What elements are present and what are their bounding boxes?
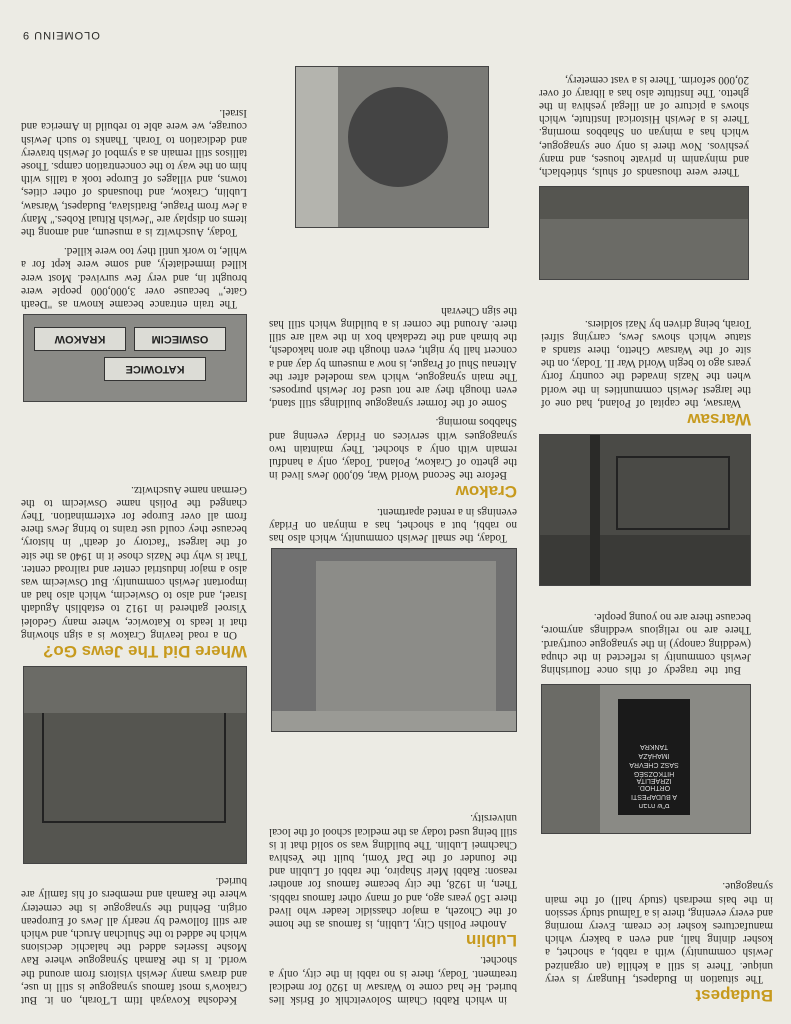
paragraph: There were thousands of shuls, shtieblach, and minyanim in private houses, and many yeshivos. Now there is only one synagogue, which has a minyan on Shabbos morning. There is a Jewish Historical Institute, which shows a picture of an illegal yeshiva in the ghetto. The Institute also has a library of over 20,000 seforim. There is a vast cemetery, xyxy=(539,73,749,178)
column-1 xyxy=(545,873,773,1006)
section-title-where-did-the-jews-go: Where Did The Jews Go? xyxy=(42,642,247,661)
paragraph: Another Polish City, Lublin, is famous as the home of the Chozeh, a major chassidic leader who lived there 150 years ago, and of many other famous rabbis. Then, in 1928, the city became famous for another reason: Rabbi Meir Shapiro, the rabbi of Lublin and the founder of the Daf Yomi, built the Yeshiva Chachmei Lublin. The building was so solid that it is still being used today as the medical school of the local university. xyxy=(269,812,517,930)
paragraph: Today, Auschwitz is a museum, and among the items on display are "Jewish Ritual Robes." Many a Jew from Prague, Bratislava, Budapest, Warsaw, Lublin, Crakow, and thousands of other cities, towns, and villages of Europe took a tallis with him on the way to the concentration camps. Those tallisos still remain as a symbol of Jewish bravery and dedication to Torah. Thanks to such Jewish courage, we were able to rebuild in America and Israel. xyxy=(21,107,247,238)
road-sign-photo xyxy=(23,314,247,402)
column-1b xyxy=(541,604,751,676)
road-sign-krakow: KRAKOW xyxy=(34,327,126,351)
synagogue-sign-photo xyxy=(541,684,751,834)
paragraph: On a road leaving Crakow is a sign showing that it leads to Katowice, where many Gedolei Yisroel gathered in 1912 to establish Agudath Israel, and also to Oswiecim, which also had an important Jewish community. But Oswiecim was also a major industrial center and railroad center. That is why the Nazis chose it in 1940 as the site of the largest "factory of death" in history, because they could use trains to bring Jews there from all over Europe for extermination. They changed the Polish name Oswiecim to the German name Auschwitz. xyxy=(21,483,247,641)
sign-line-2: ORTHOD. IZRAELITA HITKÖZSÉG xyxy=(633,770,675,791)
section-title-warsaw: Warsaw xyxy=(687,410,751,429)
paragraph: The situation in Budapest, Hungary is very unique. There is still a kehilla (an organized Jewish community) with a rabbi, a shochet, a kosher dining hall, and even a bakery which manufactures kosher ice cream. Every morning and every evening, there is a Talmud study session in the bais medrash (study hall) of the main synagogue. xyxy=(545,880,773,985)
page-folio: OLOMEINU 9 xyxy=(22,29,100,41)
ghetto-statue-photo xyxy=(539,186,749,280)
synagogue-sign xyxy=(618,699,690,815)
paragraph: But the tragedy of this once flourishing Jewish community is reflected in the chupa (wedding canopy) in the synagogue courtyard. There are no religious weddings anymore, because there are no young people. xyxy=(541,611,751,676)
road-sign-oswiecim: OSWIECIM xyxy=(134,327,226,351)
paragraph: Today, the small Jewish community, which also has no rabbi, but a shochet, has a minyan on Friday evenings in a rented apartment. xyxy=(269,505,517,544)
sign-hebrew: חברה ש"ס xyxy=(638,802,670,809)
column-2 xyxy=(269,805,517,1006)
column-3b xyxy=(21,476,247,662)
paragraph: Some of the former synagogue buildings still stand, even though they are not used for Jewish purposes. The main synagogue, which was modeled after the Altenau Shul of Prague, is now a museum by day and a concert hall by night, even though the aron hakodesh, the bimah and the tzedakah box in the wall are still there. Around the corner is a building which still has the sign Chevrah xyxy=(269,304,517,410)
paragraph: Before the Second World War, 60,000 Jews lived in the ghetto of Crakow, Poland. Today, only a handful remain with only a shochet. They maintain two synagogues with services on Friday evening and Shabbos morning. xyxy=(269,416,517,482)
sign-line-3: SASZ CHEVRA xyxy=(629,761,679,768)
sign-line-5: TANKRA xyxy=(640,743,668,750)
cemetery-photo xyxy=(23,666,247,864)
column-2b xyxy=(269,298,517,544)
sign-line-4: IMAHÁZA xyxy=(638,752,670,759)
section-title-crakow: Crakow xyxy=(455,482,517,502)
paragraph: in which Rabbi Chaim Soloveitchik of Brisk lies buried. He had come to Warsaw in 1920 for medical treatment. Today, there is no rabbi in the city, only a shochet. xyxy=(269,954,517,1006)
wedding-canopy-photo xyxy=(539,434,751,586)
column-3 xyxy=(21,868,247,1006)
yeshiva-building-photo xyxy=(271,548,517,732)
paragraph: Kedosha Kovayah Itim L'Torah, on it. But Crakow's most famous synagogue is still in use, and draws many Jewish visitors from around the world. It is the Ramah Synagogue where Rav Moshe Isserles added the halachic decisions which he added to the Shulchan Aruch, and which are still followed by nearly all Jews of European origin. Behind the synagogue is the cemetery where the Ramah and members of his family are buried. xyxy=(21,875,247,1006)
section-title-lublin: Lublin xyxy=(466,931,517,951)
column-1d xyxy=(539,66,749,178)
paragraph: The train entrance became known as "Death Gate," because over 3,000,000 people were brought in, and very few survived. Most were killed immediately, and some were kept for a while, to work until they too were killed. xyxy=(21,245,247,310)
chevrah-building-photo xyxy=(295,66,489,228)
sign-line-1: A BUDAPESTI xyxy=(631,793,677,800)
section-title-budapest: Budapest xyxy=(695,986,773,1005)
paragraph: Warsaw, the capital of Poland, had one of the largest Jewish communities in the world when the Nazis invaded the country forty years ago to begin World War II. Today, on the site of the Warsaw Ghetto, there stands a statue which shows Jews, carrying sifrei Torah, being driven by Nazi soldiers. xyxy=(541,317,751,409)
column-3c xyxy=(21,100,247,310)
road-sign-katowice: KATOWICE xyxy=(104,357,206,381)
column-1c xyxy=(541,310,751,430)
